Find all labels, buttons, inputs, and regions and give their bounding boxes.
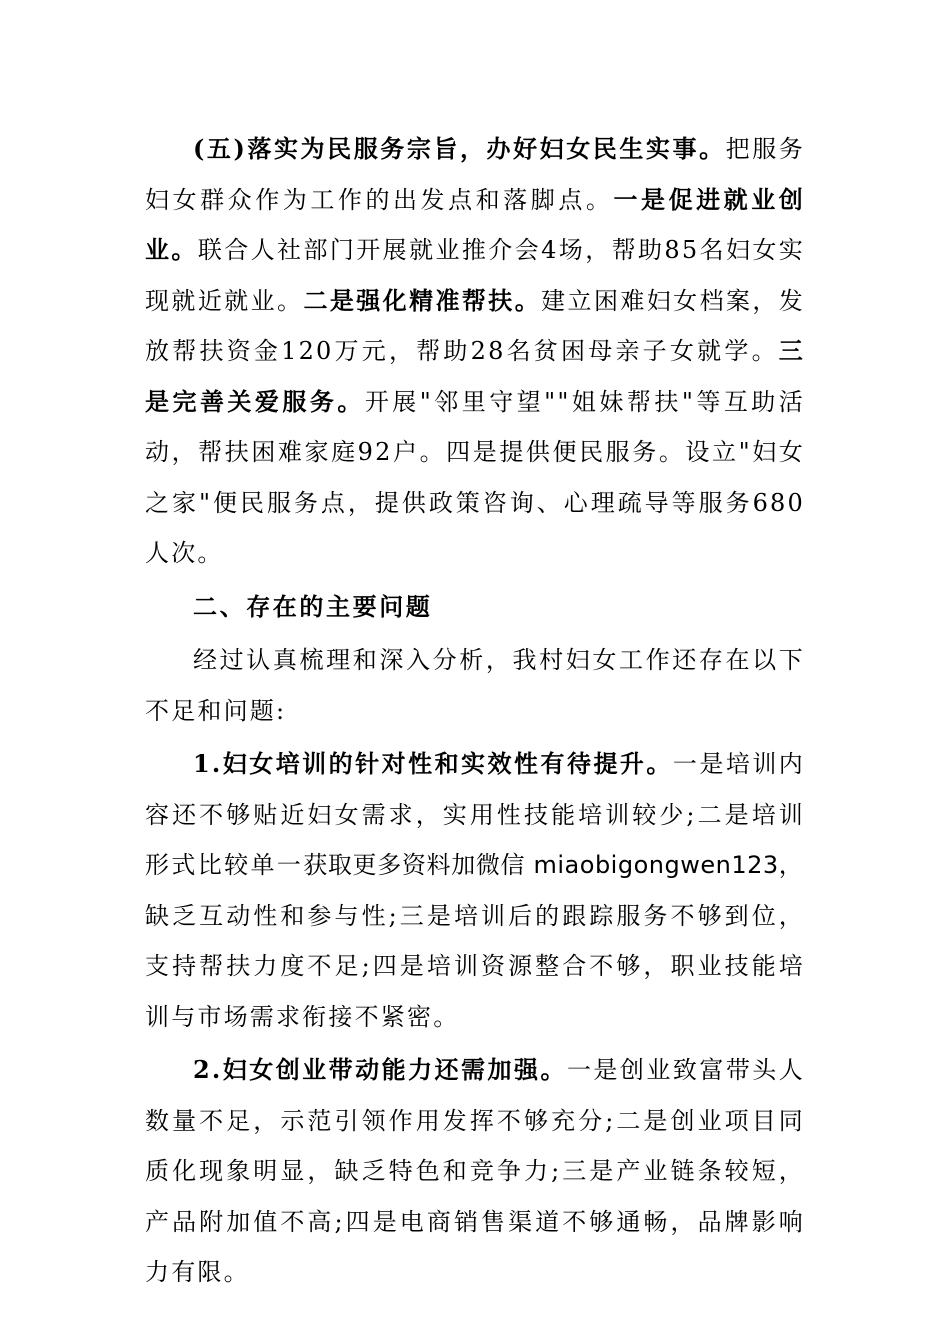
point-two-text: 建立困难妇女档案，发放帮扶资金120万元，帮助28名贫困母亲子女就学。 xyxy=(145,286,805,365)
point-three-text: 开展"邻里守望""姐妹帮扶"等互助活动，帮扶困难家庭92户。四是提供便民服务。设立"妇女之家"便民服务点，提供政策咨询、心理疏导等服务680人次。 xyxy=(145,387,805,567)
heading-text: 二、存在的主要问题 xyxy=(193,591,433,621)
paragraph-issue-two xyxy=(145,1045,805,1298)
point-one-title: 一是促进就业创业。 xyxy=(145,184,805,264)
document-body xyxy=(145,124,805,1298)
issue-two-title: 2.妇女创业带动能力还需加强。 xyxy=(193,1055,567,1084)
section-five-title: (五)落实为民服务宗旨，办好妇女民生实事。 xyxy=(193,134,726,163)
issue-one-text-a: 一是培训内容还不够贴近妇女需求，实用性技能培训较少;二是培训形式比较单一 xyxy=(145,750,806,879)
section-heading-problems xyxy=(145,582,805,633)
point-two-title: 二是强化精准帮扶。 xyxy=(303,285,542,315)
issue-two-text: 一是创业致富带头人数量不足，示范引领作用发挥不够充分;二是创业项目同质化现象明显，缺乏特色和竞争力;三是产业链条较短，产品附加值不高;四是电商销售渠道不够通畅，品牌影响力有限。 xyxy=(145,1056,805,1286)
section-five-text: 把服务妇女群众作为工作的出发点和落脚点。 xyxy=(145,135,805,214)
point-one-text: 联合人社部门开展就业推介会4场，帮助85名妇女实现就近就业。 xyxy=(145,236,806,315)
point-three-title: 三是完善关爱服务。 xyxy=(145,336,805,416)
issue-one-text-b: ，缺乏互动性和参与性;三是培训后的跟踪服务不够到位，支持帮扶力度不足;四是培训资源整合不够，职业技能培训与市场需求衔接不紧密。 xyxy=(145,851,805,1031)
paragraph-section-five xyxy=(145,124,805,579)
paragraph-intro xyxy=(145,635,805,736)
issue-one-title: 1.妇女培训的针对性和实效性有待提升。 xyxy=(193,749,673,778)
intro-text: 经过认真梳理和深入分析，我村妇女工作还存在以下不足和问题: xyxy=(145,646,805,725)
paragraph-issue-one xyxy=(145,739,805,1042)
wechat-ad-text: 获取更多资料加微信 miaobigongwen123 xyxy=(303,851,779,879)
